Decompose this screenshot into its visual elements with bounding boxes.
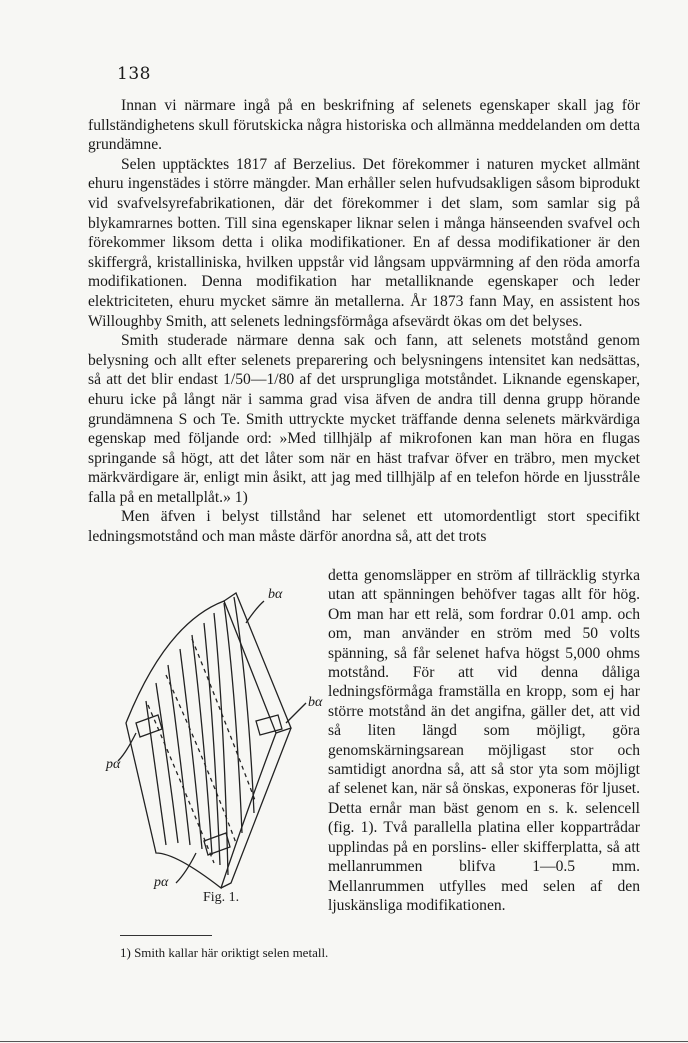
paragraph-selen-history: Selen upptäcktes 1817 af Berzelius. Det förekommer i naturen mycket allmänt ehuru ingenstädes i större mängder. Man erhåller selen hufvudsakligen såsom biprodukt vid svafvelsyrefabrikationen, där det förekommer i det slam, som samlar sig på blykamrarnes botten. Till sina egenskaper liknar selen i många hänseenden svafvel och förekommer liksom detta i olika modifikationer. En af dessa modifikationer är den skiffergrå, kristalliniska, hvilken uppstår vid långsam uppvärmning af den röda amorfa modifikationen. Denna modifikation har metalliknande egenskaper och leder elektriciteten, ehuru mycket sämre än metallerna. År 1873 fann May, en assistent hos Willoughby Smith, att selenets ledningsförmåga afsevärdt ökas om det belyses. (88, 155, 640, 330)
figure-caption: Fig. 1. (203, 890, 240, 905)
annotation-p-left: pα (106, 757, 121, 772)
paragraph-resistance: Men äfven i belyst tillstånd har selenet ett utomordentligt stort specifikt ledningsmotstånd och man måste därför anordna så, att det trots (88, 508, 640, 546)
annotation-b-top: bα (268, 587, 283, 602)
page-bottom-edge (0, 1041, 688, 1042)
footnote: 1) Smith kallar här oriktigt selen metall. (120, 945, 329, 960)
annotation-b-right: bα (308, 695, 323, 710)
footnote-divider (120, 935, 212, 936)
paragraph-intro: Innan vi närmare ingå på en beskrifning af selenets egenskaper skall jag för fullständighetens skull förutskicka några historiska och allmänna meddelanden om detta grundämne. (88, 97, 640, 154)
right-column-text: detta genomsläpper en ström af tillräcklig styrka utan att spänningen behöfver tagas allt för hög. Om man har ett relä, som fordrar 0.01 amp. och om, man använder en ström med 50 volts spänning, så får selenet hafva högst 5,000 ohms motstånd. För att vid denna dåliga ledningsförmåga framställa en kropp, som ej har större motstånd än det angifna, gäller det, att vid så liten längd som möjligt, göra genomskärningsarean möjligast stor och samtidigt anordna så, att så stor yta som möjligt af selenet kan, när så önskas, exponeras för ljuset. Detta ernår man bäst genom en s. k. selencell (fig. 1). Två parallella platina eller koppartrådar upplindas på en porslins- eller skifferplatta, så att mellanrummen blifva 1—0.5 mm. Mellanrummen utfylles med selen af den ljuskänsliga modifikationen. (328, 567, 640, 914)
selenium-cell-drawing (96, 583, 326, 923)
paragraph-smith: Smith studerade närmare denna sak och fann, att selenets motstånd genom belysning och allt efter selenets preparering och belysningens intensitet kan nedsättas, så att det blir endast 1/50—1/80 af det ursprungliga motståndet. Liknande egenskaper, ehuru icke på långt när i samma grad visa äfven de andra till denna grupp hörande grundämnena S och Te. Smith uttryckte mycket träffande denna selenets märkvärdiga egenskap med följande ord: »Med tillhjälp af mikrofonen kan man höra en flugas springande så högt, att det låter som när en häst trafvar öfver en träbro, men mycket märkvärdigare är, enligt min åsikt, att jag med tillhjälp af en telefon hörde en ljusstråle falla på en metallplåt.» 1) (88, 332, 640, 506)
selenium-cell-figure (96, 583, 326, 923)
annotation-p-bottom: pα (154, 875, 169, 890)
body-text (88, 96, 640, 547)
page-number: 138 (117, 64, 151, 84)
